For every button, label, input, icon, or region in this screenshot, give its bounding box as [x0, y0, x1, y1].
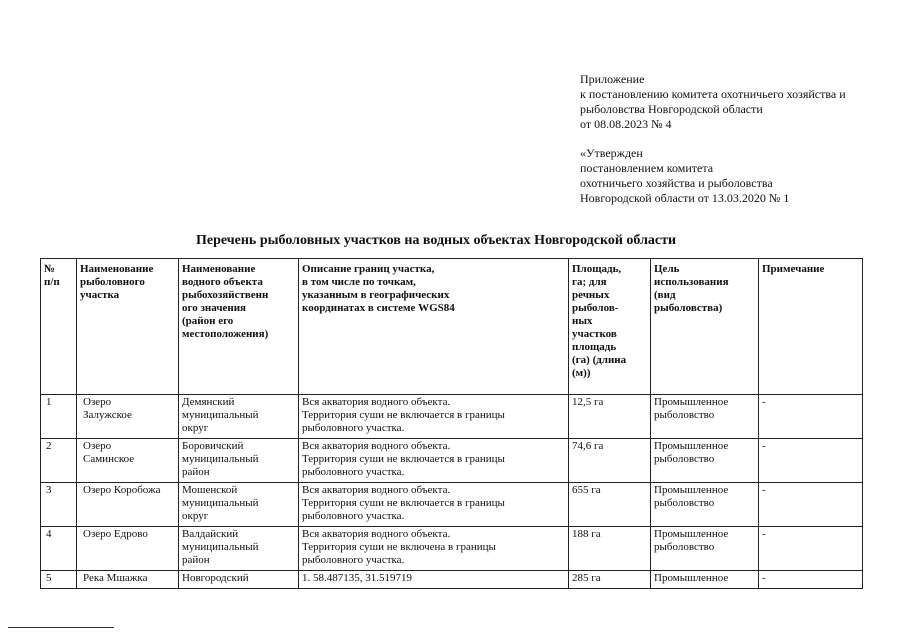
header-note: Примечание: [759, 259, 863, 395]
cell-name: Река Мшажка: [77, 571, 179, 589]
document-title: Перечень рыболовных участков на водных объектах Новгородской области: [196, 233, 677, 248]
cell-num: 1: [41, 395, 77, 439]
cell-name: Озеро Саминское: [77, 439, 179, 483]
cell-description: Вся акватория водного объекта. Территория суши не включается в границы рыболовного участка.: [299, 395, 569, 439]
approval-line: постановлением комитета: [580, 161, 714, 175]
appendix-line: рыболовства Новгородской области: [580, 102, 763, 116]
footnote-separator: [8, 627, 114, 628]
cell-description: 1. 58.487135, 31.519719: [299, 571, 569, 589]
cell-note: -: [759, 439, 863, 483]
header-num: № п/п: [41, 259, 77, 395]
cell-area: 285 га: [569, 571, 651, 589]
table-row: [41, 571, 863, 589]
cell-purpose: Промышленное рыболовство: [651, 483, 759, 527]
cell-purpose: Промышленное рыболовство: [651, 395, 759, 439]
cell-note: -: [759, 571, 863, 589]
appendix-block: [580, 72, 846, 132]
cell-num: 2: [41, 439, 77, 483]
cell-name: Озеро Едрово: [77, 527, 179, 571]
header-water-body: Наименование водного объекта рыбохозяйственн ого значения (район его местоположения): [179, 259, 299, 395]
cell-water-body: Мошенской муниципальный округ: [179, 483, 299, 527]
cell-name: Озеро Коробожа: [77, 483, 179, 527]
cell-area: 655 га: [569, 483, 651, 527]
approval-block: [580, 146, 789, 206]
approval-line: «Утвержден: [580, 146, 643, 160]
cell-area: 12,5 га: [569, 395, 651, 439]
cell-description: Вся акватория водного объекта. Территория суши не включена в границы рыболовного участка.: [299, 527, 569, 571]
cell-water-body: Новгородский: [179, 571, 299, 589]
approval-line: охотничьего хозяйства и рыболовства: [580, 176, 773, 190]
header-description: Описание границ участка, в том числе по точкам, указанным в географических координатах в системе WGS84: [299, 259, 569, 395]
appendix-line: Приложение: [580, 72, 645, 86]
cell-note: -: [759, 527, 863, 571]
header-purpose: Цель использования (вид рыболовства): [651, 259, 759, 395]
cell-purpose: Промышленное: [651, 571, 759, 589]
appendix-line: к постановлению комитета охотничьего хозяйства и: [580, 87, 846, 101]
cell-water-body: Боровичский муниципальный район: [179, 439, 299, 483]
cell-purpose: Промышленное рыболовство: [651, 439, 759, 483]
table-header-row: [41, 259, 863, 395]
cell-note: -: [759, 395, 863, 439]
header-area: Площадь, га; для речных рыболов- ных участков площадь (га) (длина (м)): [569, 259, 651, 395]
table-row: [41, 483, 863, 527]
appendix-line: от 08.08.2023 № 4: [580, 117, 672, 131]
cell-num: 3: [41, 483, 77, 527]
cell-water-body: Демянский муниципальный округ: [179, 395, 299, 439]
cell-purpose: Промышленное рыболовство: [651, 527, 759, 571]
cell-water-body: Валдайский муниципальный район: [179, 527, 299, 571]
cell-num: 4: [41, 527, 77, 571]
table-row: [41, 527, 863, 571]
cell-area: 188 га: [569, 527, 651, 571]
approval-line: Новгородской области от 13.03.2020 № 1: [580, 191, 790, 205]
cell-description: Вся акватория водного объекта. Территория суши не включается в границы рыболовного участка.: [299, 483, 569, 527]
cell-description: Вся акватория водного объекта. Территория суши не включается в границы рыболовного участка.: [299, 439, 569, 483]
cell-note: -: [759, 483, 863, 527]
fishing-areas-table: [40, 258, 863, 589]
table-row: [41, 439, 863, 483]
cell-area: 74,6 га: [569, 439, 651, 483]
cell-num: 5: [41, 571, 77, 589]
cell-name: Озеро Залужское: [77, 395, 179, 439]
header-name: Наименование рыболовного участка: [77, 259, 179, 395]
table-row: [41, 395, 863, 439]
